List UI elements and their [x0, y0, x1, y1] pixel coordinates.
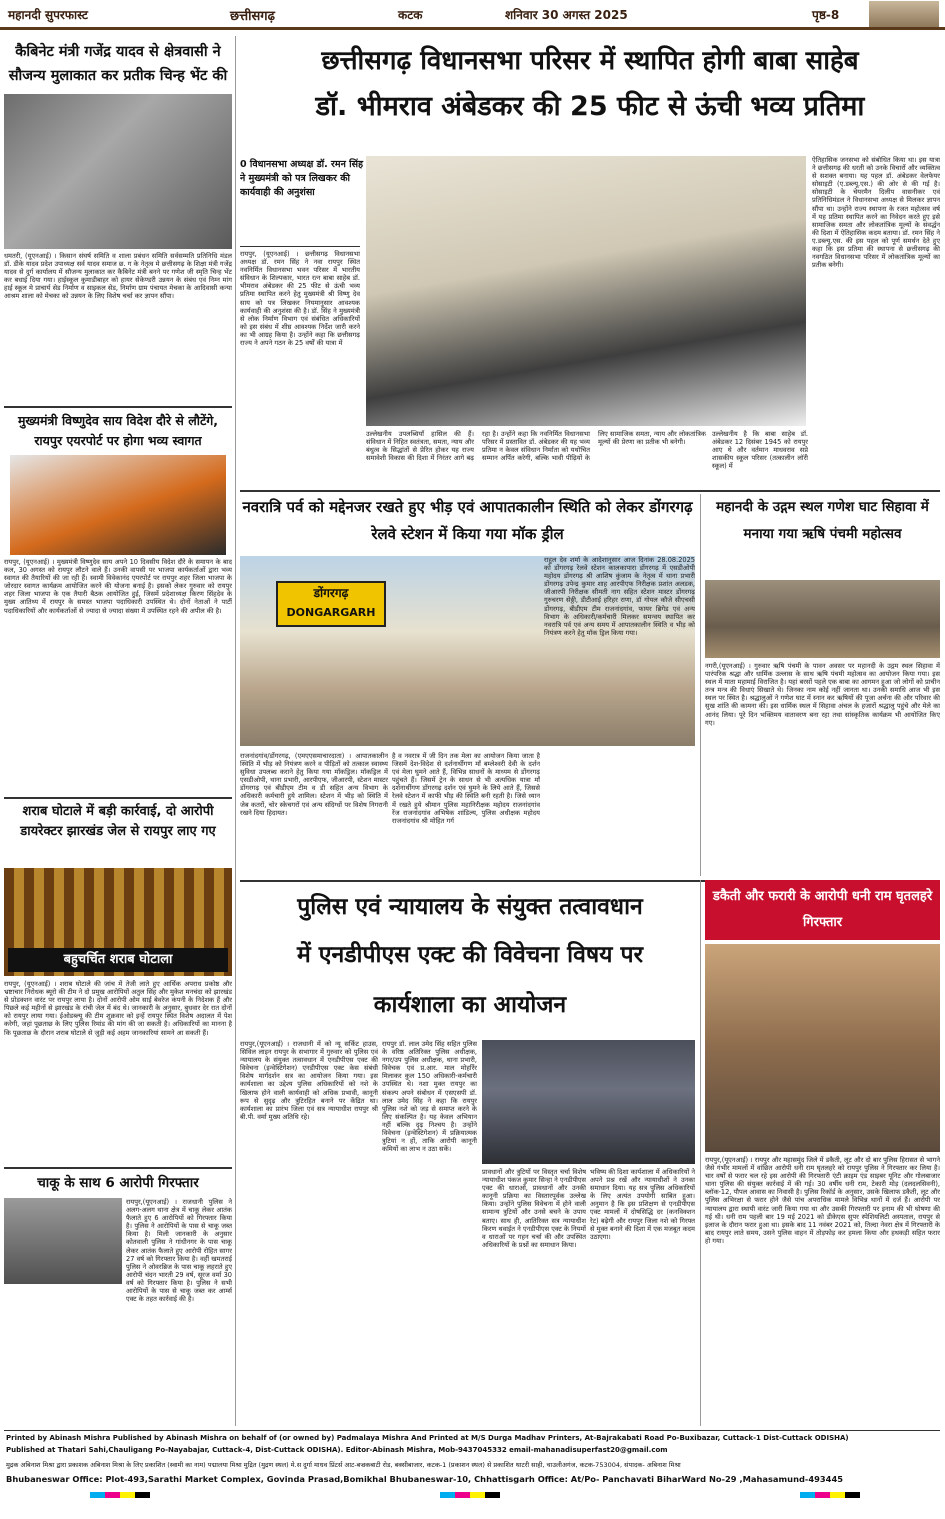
main-headline-line2: डॉ. भीमराव अंबेडकर की 25 फीट से ऊंची भव्य प्रतिमा — [315, 91, 865, 122]
cm-photo — [10, 455, 226, 555]
cabinet-body: धमतरी, (यूएनआई) । किसान संघर्ष समिति व शाला प्रबंधन समिति सर्वसम्मति प्रतिनिधि मंडल डॉ. डीके यादव प्रदेश उपाध्यक्ष सर्व यादव समाज छ. ग के नेतृत्व मे छत्तीसगढ़ के शिक्षा मंत्री गजेंद्र यादव से दुर्ग कार्यालय में सौजन्य मुलाकात कर कैबिनेट मंत्री बनने पर गणेश जी स्मृति चिन्ह भेंट कर बधाई दिया गया। हाईस्कूल कुमाडीबाहर को हायर सेकेण्डरी उन्नयन के संबंध एवं निम्न मांग हाई स्कूल मे प्राचार्य सेड निर्माण व साइकल सेड, निर्माण ग्राम पंचायत मेचका के आदिवासी कन्या आश्रम शाला को मेचका को उन्नयन के लिए विशेष चर्चा कर ज्ञापन सौंपा। — [4, 252, 232, 301]
divider — [240, 246, 360, 247]
issue-date: शनिवार 30 अगस्त 2025 — [505, 8, 628, 22]
city-name: कटक — [398, 8, 423, 22]
rishi-headline: महानदी के उद्गम स्थल गणेश घाट सिहावा में मनाया गया ऋषि पंचमी महोत्सव — [716, 499, 929, 542]
cm-body: रायपुर, (यूएनआई) । मुख्यमंत्री विष्णुदेव साय अपने 10 दिवसीय विदेश दौरे के समापन के बाद कल, 30 अगस्त को रायपुर लौटने वाले हैं। उनकी वापसी पर भाजपा कार्यकर्ताओं द्वारा भव्य स्वागत की तैयारियों की जा रही हैं। स्वामी विवेकानंद एयरपोर्ट पर रायपुर शहर जिला भाजपा के जोरदार स्वागत कार्यक्रम आयोजित करने की योजना बनाई है। इसको लेकर गुरुवार को रायपुर शहर जिला भाजपा के एक तैयारी बैठक आयोजित हुई, जिसमें प्रदेशाध्यक्ष किरण सिंहदेव के मुख्य आतिथ्य में रायपुर के समस्त भाजपा पदाधिकारी उपस्थित थे। दोनों नेताओं ने पार्टी पदाधिकारियों और कार्यकर्ताओं से ज्यादा से ज्यादा संख्या में उपस्थित रहने की अपील की है। — [4, 558, 232, 615]
cm-headline: मुख्यमंत्री विष्णुदेव साय विदेश दौरे से लौटेंगे, रायपुर एयरपोर्ट पर होगा भव्य स्वागत — [17, 413, 219, 448]
masthead — [0, 0, 945, 30]
rishi-photo — [705, 580, 940, 658]
column-rule — [700, 880, 701, 1426]
cabinet-headline: कैबिनेट मंत्री गजेंद्र यादव से क्षेत्रवासी ने सौजन्य मुलाकात कर प्रतीक चिन्ह भेंट की — [8, 44, 228, 84]
left-column — [4, 40, 232, 1425]
police-body-3: प्रावधानों और त्रुटियों पर विस्तृत चर्चा विशेष न्यायाधीश पंकज कुमार सिन्हा ने एनडीपीएस एक्ट की धाराओं, प्रावधानों और उनकी कानूनी प्रक्रिया का विस्तारपूर्वक उल्लेख किया। उन्होंने पुलिस विवेचना में होने वाली सामान्य त्रुटियों और उनसे बचने के उपाय बताए। साथ ही, आतिरिक्त सत्र न्यायाधीश किरण थवाईत ने एनडीपीएस एक्ट के नियमों व धाराओं पर गहन चर्चा की और उपस्थित अधिकारियों के प्रश्नों का समाधान किया। — [482, 1168, 586, 1249]
police-headline-line1: पुलिस एवं न्यायालय के संयुक्त तत्वावधान — [297, 894, 643, 920]
main-body-right-bottom: उल्लेखनीय है कि बाबा साहेब डॉ. अंबेडकर 12 दिसंबर 1945 को रायपुर आए थे और वर्तमान माधवराव सप्रे शासकीय स्कूल परिसर (तत्कालीन लॉरी स्कूल) में — [712, 430, 808, 471]
police-photo — [482, 1040, 695, 1164]
column-rule — [700, 494, 701, 876]
rail-body-3: राहुल देव शर्मा के आदेशानुसार आज दिनांक 28.08.2025 को डोंगरगढ़ रेलवे स्टेशन कालकापारा डोंगरगढ़ में एसडीओपी महोदय डोंगरगढ़ श्री आशिष कुंजाम के नेतृत्व में थाना प्रभारी डोंगरगढ़ उपेन्द्र कुमार शाह आरपीएफ निरीक्षक प्रशांत अलडक, जीआरपी निरीक्षक सीमती नाग सहित स्टेशन मास्टर डोंगरगढ़ गुरुचरण सेठ्ठी, डीटीआई हरिहर राणा, डॉ गोयल कौजे सीएचसी डोंगरगढ़, बीडीएम टीम राजनांदगांव, फायर ब्रिगेड एवं अन्य विभाग के अधिकारी/कर्मचारी मिलकर समन्वय स्थापित कर नवरात्रि पर्व एवं अन्य समय में आपातकालीन स्थिति व भीड़ को नियंत्रण करने हेतु मॉक ड्रिल किया गया। — [544, 556, 695, 637]
dacoit-body: रायपुर,(यूएनआई) । रायपुर और महासमुंद जिले में डकैती, लूट और दो बार पुलिस हिरासत से भागने जैसे गंभीर मामलों में वांछित आरोपी धनी राम घृतलहरे को रायपुर पुलिस ने गिरफ्तार कर लिया है। चार वर्षों से फरार चल रहे इस आरोपी की गिरफ्तारी एंटी क्राइम एंड साइबर यूनिट और गोलबाजार थाना पुलिस की संयुक्त कार्रवाई में की गई। 30 वर्षीय धनी राम, टेकारी मोड़ (दलदलसिवनी), ब्लॉक-12, पौपल आवास का निवासी है। पुलिस रिकॉर्ड के अनुसार, उसके खिलाफ डकैती, लूट और पुलिस अभिरक्षा से फरार होने जैसे पांच अपराधिक मामले विभिन्न थानों में दर्ज हैं। आरोपी पर न्यायालय द्वारा स्थायी वारंट जारी किया गया था और उसकी गिरफ्तारी पर इनाम की भी घोषणा की गई थी। धनी राम पहली बार 19 मई 2021 को डीकेएस सुपर स्पेशियलिटी अस्पताल, रायपुर से इलाज के दौरान फरार हुआ था। इसके बाद 11 नवंबर 2021 को, तिल्दा नेवरा क्षेत्र में गिरफ्तारी के बाद रायपुर लाते समय, उसने पुलिस वाहन में तोड़फोड़ कर हमला किया और हथकड़ी सहित फरार हो गया। — [705, 1156, 940, 1245]
footer-imprint-2: Published at Thatari Sahi,Chauligang Po-Nayabajar, Cuttack-4, Dist-Cuttack ODISHA). Editor-Abinash Mishra, Mob-9437045332 email-mahanadisuperfast20@gmail.com — [6, 1446, 668, 1454]
police-headline-line2: में एनडीपीएस एक्ट की विवेचना विषय पर — [296, 942, 643, 968]
dacoit-photo — [705, 944, 940, 1152]
registration-mark — [440, 1492, 500, 1498]
footer-imprint-1: Printed by Abinash Mishra Published by Abinash Mishra on behalf of (or owned by) Padmalaya Mishra And Printed at M/S Durga Madhav Printers, At-Bajrakabati Road Po-Buxibazar, Cuttack-1 Dist-Cuttack ODISHA) — [6, 1434, 849, 1442]
footer-offices: Bhubaneswar Office: Plot-493,Sarathi Market Complex, Govinda Prasad,Bomikhal Bhubaneswar-10, Chhattisgarh Office: At/Po- Panchavati BiharWard No-29 ,Mahasamund-493445 — [6, 1474, 843, 1484]
cabinet-photo — [4, 94, 232, 249]
divider — [240, 490, 940, 492]
police-body-2: रायपुर डॉ. लाल उमेद सिंह सहित पुलिस के वरिष्ठ अतिरिक्त पुलिस अधीक्षक, नगर/उप पुलिस अधीक्षक, थाना प्रभारी, विवेचक एवं प्र.आर. माल मोहर्रिर मिलाकर कुल 150 अधिकारी-कर्मचारी उपस्थित थे। नशा मुक्त रायपुर का संकल्प अपने संबोधन में एसएसपी डॉ. लाल उमेद सिंह ने कहा कि रायपुर पुलिस नशे को जड़ से समाप्त करने के लिए संकल्पित है। यह केवल अभियान नहीं बल्कि दृढ़ निश्चय है। उन्होंने विवेचना (इन्वेस्टिगेशन) में प्रक्रियात्मक त्रुटियां न हों, ताकि आरोपी कानूनी कमियों का लाभ न उठा सकें। — [382, 1040, 477, 1154]
footer-imprint-hindi: मुद्रक अबिनाश मिश्रा द्वारा प्रकाशक अबिनाश मिश्रा के लिए प्रकाशित (स्वामी का नाम) पद्मालया मिश्रा मुद्रित (मुद्रण स्थल) मे.स दुर्गा माधव प्रिंटर्स आट-बज्रकबाटी रोड, बक्सीबाजार, कटक-1 (प्रकाशन स्थल) से प्रकाशित थाटरी साही, चाउलीअगंज, कटक-753004, संपादक- अबिनाश मिश्रा — [6, 1461, 681, 1469]
knife-headline: चाकू के साथ 6 आरोपी गिरफ्तार — [37, 1175, 199, 1191]
main-body-left: रायपुर, (यूएनआई) । छत्तीसगढ़ विधानसभा अध्यक्ष डॉ. रमन सिंह ने नवा रायपुर स्थित नवनिर्मित विधानसभा भवन परिसर में भारतीय संविधान के शिल्पकार, भारत रत्न बाबा साहेब डॉ. भीमराव अंबेडकर की 25 फीट से ऊंची भव्य प्रतिमा स्थापित करने हेतु मुख्यमंत्री श्री विष्णु देव साय को पत्र लिखकर नियमानुसार आवश्यक कार्यवाही की अनुशंसा की है। डॉ. सिंह ने मुख्यमंत्री से लोक निर्माण विभाग एवं संबंधित अधिकारियों को इस संबंध में शीघ्र आवश्यक निर्देश जारी करने का भी आग्रह किया है। उन्होंने कहा कि छत्तीसगढ़ राज्य ने अपने गठन के 25 वर्षों की यात्रा में — [240, 250, 360, 348]
liquor-headline: शराब घोटाले में बड़ी कार्रवाई, दो आरोपी डायरेक्टर झारखंड जेल से रायपुर लाए गए — [20, 804, 216, 839]
knife-photo — [4, 1198, 122, 1284]
main-headline — [240, 40, 940, 150]
main-body-mid: उल्लेखनीय उपलब्धियाँ हासिल की हैं। संविधान में निहित स्वतंत्रता, समता, न्याय और बंधुत्व के सिद्धांतों से प्रेरित होकर यह राज्य समावेशी विकास की दिशा में निरंतर आगे बढ़ रहा है। उन्होंने कहा कि नवनिर्मित विधानसभा परिसर में प्रस्तावित डॉ. अंबेडकर की यह भव्य प्रतिमा न केवल संविधान निर्माता को यथोचित सम्मान अर्पित करेगी, बल्कि भावी पीढ़ियों के लिए सामाजिक समता, न्याय और लोकतांत्रिक मूल्यों की प्रेरणा का प्रतीक भी बनेगी। — [366, 430, 706, 463]
police-body-1: रायपुर,(यूएनआई) । राजधानी में को न्यू सर्किट हाउस, सिविल लाइन रायपुर के सभागार में गुरुवार को पुलिस एवं न्यायालय के संयुक्त तत्वावधान में एनडीपीएस एक्ट की विवेचना (इन्वेस्टिगेशन) एनडीपीएस एक्ट केस संबंधी विशेष मार्गदर्शन सत्र का आयोजन किया गया। इस कार्यशाला का उद्देश्य पुलिस अधिकारियों को नशे के खिलाफ होने वाली कार्यवाही को अधिक प्रभावी, कानूनी रूप से सुदृढ़ और त्रुटिरहित बनाने पर केंद्रित था। कार्यशाला का प्रारंभ जिला एवं सत्र न्यायाधीश रायपुर श्री बी.पी. वर्मा मुख्य अतिथि रहे। — [240, 1040, 378, 1121]
rail-headline: नवरात्रि पर्व को मद्देनजर रखते हुए भीड़ एवं आपातकालीन स्थिति को लेकर डोंगरगढ़ रेलवे स्टेशन में किया गया मॉक ड्रील — [242, 498, 693, 543]
footer-rule — [4, 1430, 940, 1431]
dacoit-headline: डकैती और फरारी के आरोपी धनी राम घृतलहरे गिरफ्तार — [712, 889, 933, 930]
police-headline — [240, 884, 700, 1034]
column-rule — [235, 36, 236, 1426]
state-name: छत्तीसगढ़ — [230, 9, 275, 24]
dacoit-headline-box — [705, 880, 940, 940]
liquor-photo-caption: बहुचर्चित शराब घोटाला — [8, 948, 228, 972]
knife-body-right: रायपुर,(यूएनआई) । राजधानी पुलिस ने अलग-अलग थाना क्षेत्र में चाकू लेकर आतंक फैलाते हुए 6 आरोपियों को गिरफ्तार किया है। पुलिस ने आरोपियों के पास से चाकू जब्त किया है। मिली जानकारी के अनुसार कोतवाली पुलिस ने गांधीनगर के पास चाकू लेकर आतंक फैलाते हुए आरोपी रोहित सागर 27 वर्ष को गिरफ्तार किया है। वहीं खमतराई पुलिस ने ओवरब्रिज के पास चाकू लहराते हुए आरोपी चंदन भारती 29 वर्ष, सूरज वर्मा 30 वर्ष को गिरफ्तार किया है। पुलिस ने सभी आरोपियों के पास से चाकू जब्त कर आर्म्स एक्ट के तहत कार्रवाई की है। — [126, 1198, 232, 1304]
divider — [4, 797, 232, 799]
police-body-4: भविष्य की दिशा कार्यशाला में अधिकारियों ने अपने प्रश्न रखें और न्यायाधीशों ने उनका समाधान दिया। यह सत्र पुलिस अधिकारियों के लिए अत्यंत उपयोगी साबित हुआ। अनुमान है कि इस प्रशिक्षण से एनडीपीएस एक्ट मामलों में दोषसिद्धि दर (कनविक्शन रेट) बढ़ेगी और रायपुर जिला नशे को गिरफ्त से मुक्त बनाने की दिशा में एक मजबूत कदम उठाएगा। — [590, 1168, 695, 1241]
liquor-photo — [4, 868, 232, 976]
divider — [240, 880, 705, 882]
rail-body-1: राजनांदगांव/डोंगरगढ़, (एमएएसमाचारदाता) । आपातकालीन स्थिति में भीड़ को नियंत्रण करने व पीड़ितों को तत्काल स्वास्थ्य सुविधा उपलब्ध कराने हेतु किया गया मॉकड्रिल। मॉकड्रिल में एसडीओपी, थाना प्रभारी, आरपीएफ, जीआरपी, स्टेशन मास्टर डोंगरगढ़ एवं बीडीएम टीम व डी सहित अन्य विभाग के अधिकारी कर्मचारी हुये शामिल। स्टेशन में भीड़ को स्थिति में जेब कतरों, चोर स्केचगरों एवं अन्य संदिग्धों पर विशेष निगरानी रखने दिया हिदायत। — [240, 752, 388, 817]
page-number: पृष्ठ-8 — [812, 8, 840, 22]
paper-name: महानदी सुपरफास्ट — [8, 8, 88, 22]
divider — [4, 406, 232, 408]
main-photo — [366, 156, 806, 426]
rishi-body: नगरी,(यूएनआई) । गुरुवार ऋषि पंचमी के पावन अवसर पर महानदी के उद्गम स्थल सिहावा में पारंपरिक श्रद्धा और धार्मिक उल्लास के साथ ऋषि पंचमी महोत्सव का आयोजन किया गया। इस स्थल में माता महामाई विराजित है। यहां बरसों पहले एक बाबा का आगमन हुआ जो लोगों को प्राचीन तन्त्र मन्त्र की विधाएं सिखाते थे। जिनका नाम कोई नहीं जानता था। उनकी समाधि आज भी इस स्थल पर स्थित है। श्रद्धालुओं ने गणेश घाट में स्नान कर ऋषियों की पूजा अर्चना की और परिवार की सुख शांति की कामना की। इस धार्मिक स्थल में सिहावा अंचल के हजारों श्रद्धालु पहुंचे और मेले का आनंद लिया। पूरे दिन भक्तिमय वातावरण बना रहा तथा सांस्कृतिक कार्यक्रम भी आयोजित किए गए। — [705, 662, 940, 727]
station-signboard — [276, 581, 386, 627]
police-headline-line3: कार्यशाला का आयोजन — [373, 992, 567, 1018]
registration-mark — [90, 1492, 150, 1498]
main-body-right: ऐतिहासिक जनसभा को संबोधित किया था। इस यात्रा ने छत्तीसगढ़ की धरती को उनके विचारों और व्यक्तित्व से सशक्त बनाया। यह पहल डॉ. अंबेडकर वेलफेयर सोसाइटी (ए.डब्ल्यू.एस.) की ओर से की गई है। सोसाइटी के चेयरमैन दिलीप वासनीकर एवं प्रतिनिधिमंडल ने विधानसभा अध्यक्ष से मिलकर ज्ञापन सौंपा था। उन्होंने राज्य स्थापना के रजत महोत्सव वर्ष में यह प्रतिमा स्थापित करने का निवेदन करते हुए इसे सामाजिक समता और लोकतांत्रिक मूल्यों के संवर्द्धन की दिशा में ऐतिहासिक कदम बताया। डॉ. रमन सिंह ने ए.डब्ल्यू.एस. की इस पहल को पूर्ण समर्थन देते हुए कहा कि इस प्रतिमा की स्थापना से छत्तीसगढ़ की नवगठित विधानसभा परिसर में लोकतांत्रिक मूल्यों का प्रतीक बनेगी। — [812, 156, 940, 270]
rail-body-2: है व नवरात्र में जी दिन तक मेला का आयोजन किया जाता है जिसमें देश-विदेश से दर्शनार्थीगण माँ बम्लेश्वरी देवी के दर्शन एवं मेला घुमने आते हैं, विभिन्न साधनों के माध्यम से डोंगरगढ़ पहुंचते हैं। जिसमें ट्रेन के साधन से भी अत्यधिक यात्रा माँ दर्शनार्थीगण डोंगरगढ़ दर्शन एवं घुमने के लिये आते हैं, जिससे रेलवे स्टेशन में काफी भीड़ की स्थिति बनी रहती है। जिसे ध्यान में रखते हुये श्रीमान पुलिस महानिरीक्षक महोदय राजनांदगांव रेंज राजनांदगांव अभिषेक शांडिल्य, पुलिस अधीक्षक महोदय राजनांदगांव श्री मोहित गर्ग — [392, 752, 540, 825]
station-sign-english: DONGARGARH — [286, 606, 376, 619]
station-sign-hindi: डोंगरगढ़ — [313, 586, 349, 600]
divider — [4, 1167, 232, 1169]
temple-logo — [869, 1, 939, 28]
registration-mark — [800, 1492, 860, 1498]
main-headline-line1: छत्तीसगढ़ विधानसभा परिसर में स्थापित होगी बाबा साहेब — [321, 46, 859, 76]
liquor-body: रायपुर, (यूएनआई) । शराब घोटाले की जांच में तेजी लाते हुए आर्थिक अपराध प्रकोष्ठ और भ्रष्टाचार निरोधक ब्यूरो की टीम ने दो प्रमुख आरोपियों अतुल सिंह और मुकेश मनचंदा को झारखंड से प्रोडक्शन वारंट पर रायपुर लाया है। दोनों आरोपी ओम साई बेवरेज कंपनी के निदेशक हैं और पिछले कई महीनों से झारखंड के रांची जेल में बंद थे। जानकारी के अनुसार, बुधवार देर रात दोनों को रायपुर लाया गया। ईओडब्ल्यू की टीम शुक्रवार को इन्हें रायपुर स्थित विशेष अदालत में पेश करेगी, जहां पूछताछ के लिए पुलिस रिमांड की मांग की जा सकती है। अधिकारियों का मानना है कि पूछताछ के दौरान शराब घोटाले से जुड़ी कई अहम जानकारियां सामने आ सकती हैं। — [4, 980, 232, 1037]
main-kicker: 0 विधानसभा अध्यक्ष डॉ. रमन सिंह ने मुख्यमंत्री को पत्र लिखकर की कार्यवाही की अनुशंसा — [240, 159, 364, 198]
